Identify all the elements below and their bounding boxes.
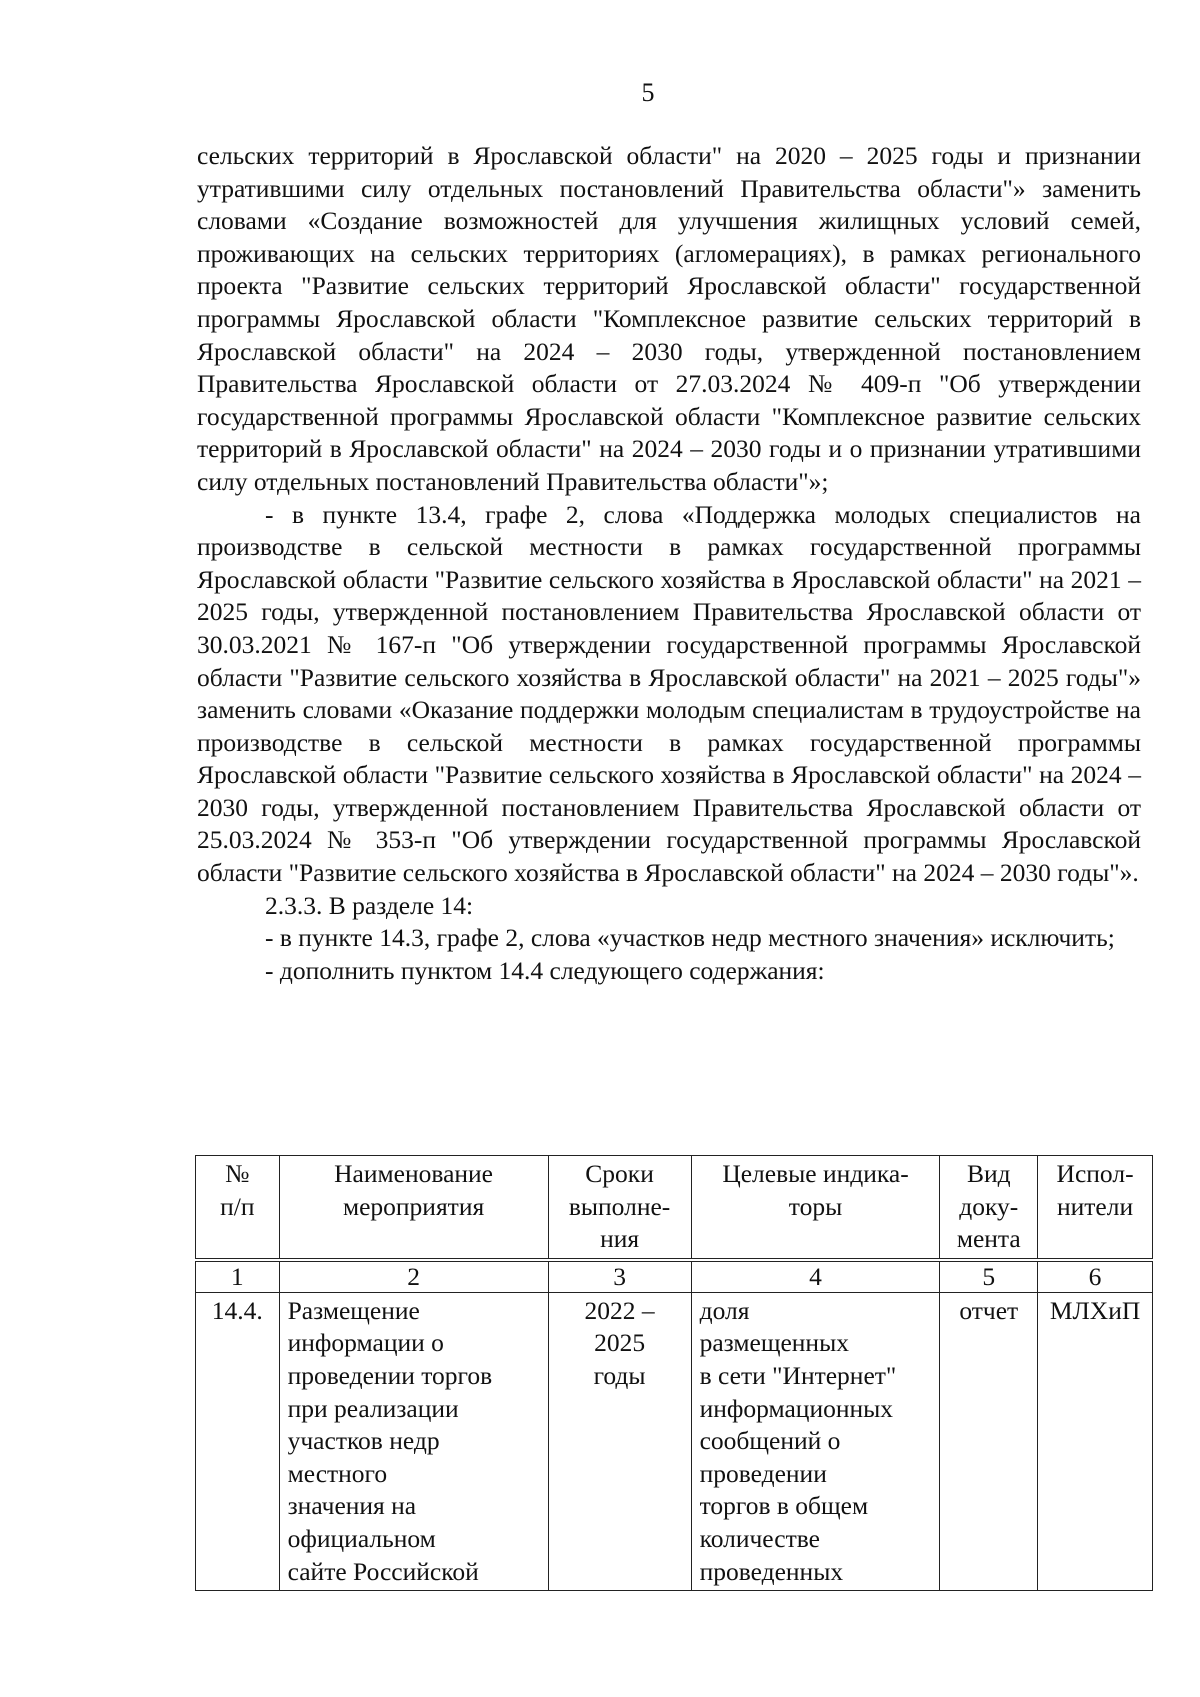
paragraph-4: - в пункте 14.3, графе 2, слова «участков недр местного значения» исключить; (265, 923, 1115, 953)
document-body (197, 140, 1141, 987)
header-target-indicators: Целевые индика- торы (691, 1156, 940, 1260)
paragraph-3: 2.3.3. В разделе 14: (265, 890, 474, 920)
paragraph-5: - дополнить пунктом 14.4 следующего содержания: (265, 955, 825, 985)
column-number: 3 (548, 1260, 691, 1293)
column-number: 6 (1038, 1260, 1153, 1293)
activity-terms: 2022 – 2025 годы (548, 1292, 691, 1590)
header-number: № п/п (196, 1156, 280, 1260)
header-executors: Испол- нители (1038, 1156, 1153, 1260)
executors: МЛХиП (1038, 1292, 1153, 1590)
paragraph-2: - в пункте 13.4, графе 2, слова «Поддержка молодых специалистов на производстве в сельской местности в рамках государственной программы Ярославской области "Развитие сельского хозяйства в Ярославской области" на 2021 – 2025 годы, утвержденной постановлением Правительства Ярославской области от 30.03.2021 № 167-п "Об утверждении государственной программы Ярославской области "Развитие сельского хозяйства в Ярославской области" на 2021 – 2025 годы"» заменить словами «Оказание поддержки молодым специалистам в трудоустройстве на производстве в сельской местности в рамках государственной программы Ярославской области "Развитие сельского хозяйства в Ярославской области" на 2024 – 2030 годы, утвержденной постановлением Правительства Ярославской области от 25.03.2024 № 353-п "Об утверждении государственной программы Ярославской области "Развитие сельского хозяйства в Ярославской области" на 2024 – 2030 годы"». (197, 499, 1141, 888)
table-header-row (196, 1156, 1153, 1260)
table-column-numbers-row (196, 1260, 1153, 1293)
column-number: 1 (196, 1260, 280, 1293)
header-document-type: Вид доку- мента (940, 1156, 1038, 1260)
column-number: 4 (691, 1260, 940, 1293)
activity-name: Размещение информации о проведении торгов при реализации участков недр местного значения на официальном сайте Российской (279, 1292, 548, 1590)
table-row (196, 1292, 1153, 1590)
activity-table (195, 1155, 1153, 1591)
page-number: 5 (641, 78, 655, 107)
row-number: 14.4. (196, 1292, 280, 1590)
header-activity-name: Наименование мероприятия (279, 1156, 548, 1260)
document-type: отчет (940, 1292, 1038, 1590)
activity-indicators: доля размещенных в сети "Интернет" информационных сообщений о проведении торгов в общем количестве проведенных (691, 1292, 940, 1590)
column-number: 5 (940, 1260, 1038, 1293)
paragraph-1: сельских территорий в Ярославской области" на 2020 – 2025 годы и признании утратившими силу отдельных постановлений Правительства области"» заменить словами «Создание возможностей для улучшения жилищных условий семей, проживающих на сельских территориях (агломерациях), в рамках регионального проекта "Развитие сельских территорий Ярославской области" государственной программы Ярославской области "Комплексное развитие сельских территорий в Ярославской области" на 2024 – 2030 годы, утвержденной постановлением Правительства Ярославской области от 27.03.2024 № 409-п "Об утверждении государственной программы Ярославской области "Комплексное развитие сельских территорий в Ярославской области" на 2024 – 2030 годы и о признании утратившими силу отдельных постановлений Правительства области"»; (197, 141, 1141, 496)
column-number: 2 (279, 1260, 548, 1293)
header-deadlines: Сроки выполне- ния (548, 1156, 691, 1260)
